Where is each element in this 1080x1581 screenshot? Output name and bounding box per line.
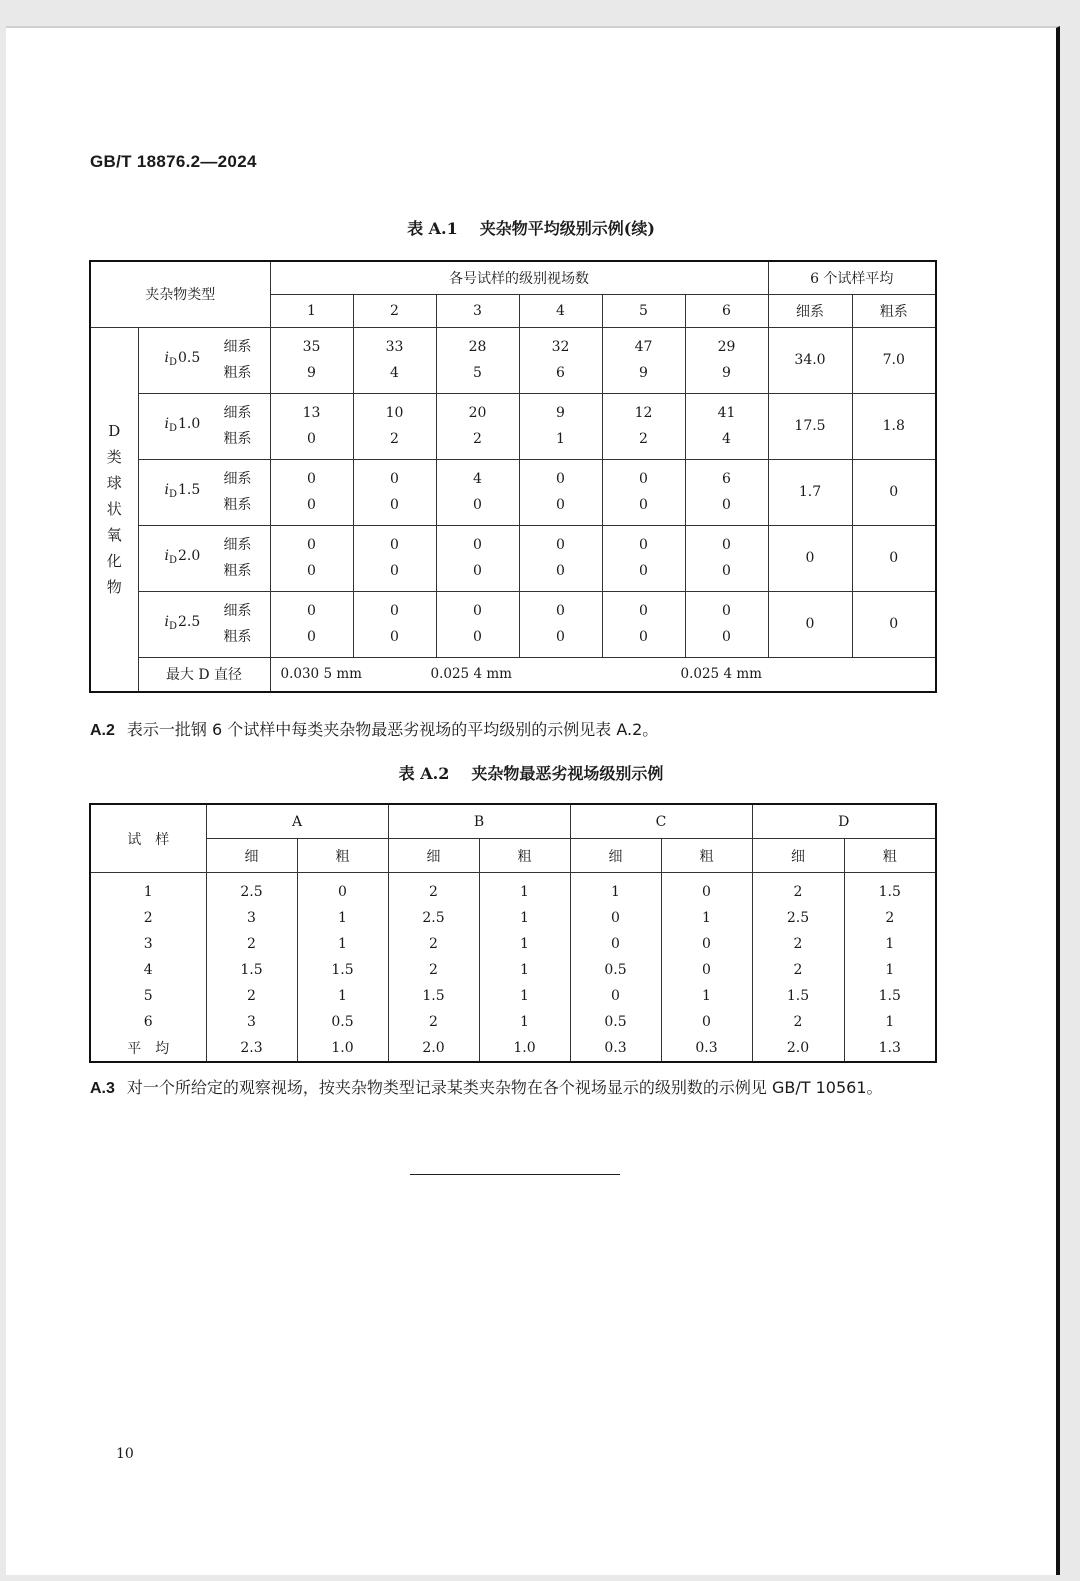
sample-value-cell	[270, 591, 353, 657]
sample-value-cell	[519, 525, 602, 591]
coarse-value: 5	[473, 365, 482, 381]
fine-value: 13	[302, 405, 321, 421]
table-a1	[89, 260, 937, 693]
grade-value: 3	[206, 905, 297, 931]
coarse-value: 0	[473, 629, 482, 645]
grade-value: 0.3	[570, 1035, 661, 1062]
grade-value: 1	[479, 931, 570, 957]
fine-value: 0	[390, 537, 399, 553]
grade-value: 1	[844, 957, 936, 983]
sample-value-cell	[436, 393, 519, 459]
avg-coarse-value: 0	[852, 525, 936, 591]
grade-value: 2	[752, 957, 844, 983]
fine-value: 47	[634, 339, 653, 355]
sample-value-cell	[436, 327, 519, 393]
fine-value: 41	[717, 405, 736, 421]
coarse-value: 9	[307, 365, 316, 381]
fine-value: 32	[551, 339, 570, 355]
sub-header-coarse: 粗	[661, 839, 752, 873]
sample-value-cell	[353, 459, 436, 525]
max-diameter-label: 最大 D 直径	[138, 657, 270, 692]
grade-value: 1	[844, 931, 936, 957]
sample-value-cell	[602, 327, 685, 393]
index-label	[165, 345, 201, 376]
max-diameter-value: 0.025 4 mm	[430, 666, 512, 682]
index-subscript-d: D	[168, 422, 178, 434]
sample-value-cell	[353, 525, 436, 591]
fine-coarse-labels	[224, 466, 252, 518]
grade-value: 0	[661, 931, 752, 957]
fine-value: 9	[556, 405, 565, 421]
coarse-label: 粗系	[223, 629, 252, 645]
fine-value: 10	[385, 405, 404, 421]
grade-value: 0	[570, 931, 661, 957]
max-diameter-values	[270, 657, 936, 692]
coarse-value: 2	[473, 431, 482, 447]
fine-label: 细系	[223, 603, 252, 619]
grade-value: 0.5	[570, 1009, 661, 1035]
sample-col-header: 3	[436, 294, 519, 327]
grade-value: 2	[388, 873, 479, 906]
coarse-value: 9	[722, 365, 731, 381]
sub-header-coarse: 粗	[844, 839, 936, 873]
grade-value: 0	[661, 1009, 752, 1035]
sample-value-cell	[685, 591, 768, 657]
grade-value: 1.0	[297, 1035, 388, 1062]
index-value: 2.0	[178, 547, 201, 564]
category-char: D	[108, 422, 121, 440]
category-char: 化	[106, 552, 122, 570]
grade-value: 1	[479, 873, 570, 906]
fine-value: 0	[722, 537, 731, 553]
fine-value: 0	[307, 471, 316, 487]
index-symbol-i: i	[164, 349, 169, 366]
sample-value-cell	[436, 525, 519, 591]
sample-value-cell	[602, 525, 685, 591]
fine-coarse-labels	[224, 400, 252, 452]
index-label	[165, 609, 201, 640]
sub-header-coarse: 粗	[297, 839, 388, 873]
coarse-value: 0	[307, 563, 316, 579]
grade-value: 2	[844, 905, 936, 931]
group-header-b: B	[388, 804, 570, 839]
fine-value: 0	[639, 537, 648, 553]
coarse-value: 0	[639, 563, 648, 579]
grade-value: 2	[388, 1009, 479, 1035]
grade-value: 2.5	[206, 873, 297, 906]
coarse-value: 9	[639, 365, 648, 381]
table-a1-caption-title: 夹杂物平均级别示例(续)	[479, 219, 655, 238]
table-a2	[89, 803, 937, 1063]
inclusion-index-cell	[138, 327, 270, 393]
grade-value: 2	[206, 931, 297, 957]
coarse-value: 2	[390, 431, 399, 447]
index-subscript-d: D	[168, 488, 178, 500]
paragraph-a2-number: A.2	[90, 722, 115, 739]
grade-value: 1	[479, 905, 570, 931]
fine-value: 0	[307, 537, 316, 553]
grade-value: 0	[570, 983, 661, 1009]
group-header-c: C	[570, 804, 752, 839]
grade-value: 0	[661, 873, 752, 906]
grade-value: 1	[661, 905, 752, 931]
max-diameter-value: 0.025 4 mm	[680, 666, 762, 682]
grade-value: 2	[752, 1009, 844, 1035]
grade-value: 0.5	[570, 957, 661, 983]
fine-value: 0	[556, 471, 565, 487]
category-char: 状	[106, 500, 122, 518]
sample-label: 6	[90, 1009, 206, 1035]
standard-number: GB/T 18876.2—2024	[90, 152, 257, 171]
index-subscript-d: D	[168, 620, 178, 632]
category-d-spherical-oxide	[90, 327, 138, 692]
inclusion-index-cell	[138, 525, 270, 591]
grade-value: 0.3	[661, 1035, 752, 1062]
fine-value: 20	[468, 405, 487, 421]
coarse-value: 0	[722, 497, 731, 513]
coarse-value: 0	[307, 629, 316, 645]
sample-value-cell	[519, 393, 602, 459]
fine-value: 0	[722, 603, 731, 619]
fine-coarse-labels	[224, 532, 252, 584]
coarse-value: 2	[639, 431, 648, 447]
avg-fine-value: 1.7	[768, 459, 852, 525]
coarse-value: 0	[556, 629, 565, 645]
fine-value: 4	[473, 471, 482, 487]
page-number: 10	[116, 1446, 134, 1462]
grade-value: 0	[570, 905, 661, 931]
sample-value-cell	[685, 327, 768, 393]
grade-value: 1.5	[752, 983, 844, 1009]
coarse-label: 粗系	[223, 563, 252, 579]
max-diameter-row	[90, 657, 936, 692]
sub-header-fine: 细	[570, 839, 661, 873]
sample-value-cell	[519, 327, 602, 393]
index-value: 0.5	[178, 349, 201, 366]
grade-value: 2.0	[752, 1035, 844, 1062]
sample-label: 3	[90, 931, 206, 957]
coarse-value: 0	[556, 563, 565, 579]
grade-value: 2.3	[206, 1035, 297, 1062]
index-label	[165, 411, 201, 442]
end-rule	[410, 1174, 620, 1175]
sample-label: 5	[90, 983, 206, 1009]
index-symbol-i: i	[164, 547, 169, 564]
fine-label: 细系	[223, 537, 252, 553]
document-page	[6, 26, 1060, 1575]
grade-value: 1.5	[297, 957, 388, 983]
fine-value: 29	[717, 339, 736, 355]
table-a2-caption-title: 夹杂物最恶劣视场级别示例	[471, 764, 664, 783]
grade-value: 0	[661, 957, 752, 983]
fine-coarse-labels	[224, 334, 252, 386]
grade-value: 0	[297, 873, 388, 906]
table-a1-caption	[6, 216, 1056, 239]
table-a2-row	[90, 983, 936, 1009]
fine-value: 0	[639, 471, 648, 487]
grade-value: 1	[570, 873, 661, 906]
sample-value-cell	[519, 591, 602, 657]
table-a1-row	[90, 393, 936, 459]
sample-label: 4	[90, 957, 206, 983]
paragraph-a3-number: A.3	[90, 1080, 115, 1097]
sample-value-cell	[436, 591, 519, 657]
table-a2-row	[90, 931, 936, 957]
fine-label: 细系	[223, 339, 252, 355]
grade-value: 2.0	[388, 1035, 479, 1062]
table-a1-row	[90, 525, 936, 591]
coarse-value: 0	[722, 563, 731, 579]
sub-header-fine: 细	[206, 839, 297, 873]
sample-value-cell	[685, 393, 768, 459]
col-sample: 试 样	[90, 804, 206, 873]
fine-value: 6	[722, 471, 731, 487]
sub-header-fine: 细	[388, 839, 479, 873]
fine-value: 0	[473, 603, 482, 619]
index-value: 1.0	[178, 415, 201, 432]
sample-col-header: 2	[353, 294, 436, 327]
table-a2-row	[90, 873, 936, 906]
grade-value: 1	[297, 931, 388, 957]
grade-value: 2	[388, 931, 479, 957]
table-a2-row	[90, 1009, 936, 1035]
index-symbol-i: i	[164, 481, 169, 498]
grade-value: 3	[206, 1009, 297, 1035]
grade-value: 1.5	[844, 873, 936, 906]
coarse-value: 0	[722, 629, 731, 645]
avg-fine-value: 0	[768, 591, 852, 657]
fine-value: 33	[385, 339, 404, 355]
paragraph-a3-text: 对一个所给定的观察视场，按夹杂物类型记录某类夹杂物在各个视场显示的级别数的示例见 GB/T 10561。	[126, 1078, 883, 1097]
avg-coarse-value: 1.8	[852, 393, 936, 459]
grade-value: 2.5	[752, 905, 844, 931]
grade-value: 0.5	[297, 1009, 388, 1035]
sample-value-cell	[270, 525, 353, 591]
coarse-value: 0	[639, 629, 648, 645]
avg-fine-value: 17.5	[768, 393, 852, 459]
grade-value: 2	[752, 931, 844, 957]
sample-value-cell	[353, 591, 436, 657]
sub-header-fine: 细	[752, 839, 844, 873]
grade-value: 1	[479, 1009, 570, 1035]
avg-fine-value: 34.0	[768, 327, 852, 393]
fine-value: 0	[639, 603, 648, 619]
index-subscript-d: D	[168, 356, 178, 368]
coarse-label: 粗系	[223, 365, 252, 381]
avg-col-header: 细系	[768, 294, 852, 327]
sample-value-cell	[270, 459, 353, 525]
sample-value-cell	[353, 327, 436, 393]
fine-value: 0	[556, 537, 565, 553]
sample-value-cell	[519, 459, 602, 525]
sample-value-cell	[270, 393, 353, 459]
grade-value: 1	[479, 983, 570, 1009]
fine-label: 细系	[223, 405, 252, 421]
category-char: 类	[106, 448, 122, 466]
max-diameter-value: 0.030 5 mm	[280, 666, 362, 682]
fine-value: 35	[302, 339, 321, 355]
col-inclusion-type: 夹杂物类型	[90, 261, 270, 327]
fine-value: 0	[556, 603, 565, 619]
category-char: 球	[106, 474, 122, 492]
avg-coarse-value: 0	[852, 459, 936, 525]
coarse-value: 0	[639, 497, 648, 513]
table-a1-caption-number: 表 A.1	[407, 219, 458, 238]
coarse-value: 4	[722, 431, 731, 447]
category-char: 物	[106, 578, 122, 596]
paragraph-a2	[90, 716, 940, 745]
avg-col-header: 粗系	[852, 294, 936, 327]
index-value: 1.5	[178, 481, 201, 498]
coarse-value: 0	[390, 497, 399, 513]
sample-value-cell	[602, 591, 685, 657]
coarse-label: 粗系	[223, 431, 252, 447]
index-symbol-i: i	[164, 415, 169, 432]
table-a2-row	[90, 957, 936, 983]
coarse-value: 4	[390, 365, 399, 381]
grade-value: 1	[297, 905, 388, 931]
grade-value: 1.5	[388, 983, 479, 1009]
table-a2-row	[90, 1035, 936, 1062]
grade-value: 1	[844, 1009, 936, 1035]
index-value: 2.5	[178, 613, 201, 630]
sample-value-cell	[685, 459, 768, 525]
sample-col-header: 1	[270, 294, 353, 327]
fine-value: 0	[307, 603, 316, 619]
sample-value-cell	[353, 393, 436, 459]
coarse-value: 0	[307, 431, 316, 447]
col-group-samples: 各号试样的级别视场数	[270, 261, 768, 294]
sample-col-header: 6	[685, 294, 768, 327]
sub-header-coarse: 粗	[479, 839, 570, 873]
grade-value: 2	[388, 957, 479, 983]
sample-label: 1	[90, 873, 206, 906]
sample-value-cell	[270, 327, 353, 393]
fine-value: 28	[468, 339, 487, 355]
table-a1-row	[90, 591, 936, 657]
table-a1-row	[90, 327, 936, 393]
sample-label: 平 均	[90, 1035, 206, 1062]
sample-value-cell	[436, 459, 519, 525]
sample-value-cell	[602, 393, 685, 459]
paragraph-a3	[90, 1074, 940, 1103]
coarse-value: 0	[473, 563, 482, 579]
coarse-value: 0	[390, 629, 399, 645]
table-a2-row	[90, 905, 936, 931]
sample-value-cell	[602, 459, 685, 525]
grade-value: 1.0	[479, 1035, 570, 1062]
table-a2-caption-number: 表 A.2	[398, 764, 450, 783]
fine-value: 0	[390, 603, 399, 619]
grade-value: 1	[479, 957, 570, 983]
paragraph-a2-text: 表示一批钢 6 个试样中每类夹杂物最恶劣视场的平均级别的示例见表 A.2。	[126, 720, 659, 739]
inclusion-index-cell	[138, 393, 270, 459]
grade-value: 1	[661, 983, 752, 1009]
fine-value: 12	[634, 405, 653, 421]
grade-value: 1.5	[844, 983, 936, 1009]
coarse-value: 6	[556, 365, 565, 381]
sample-col-header: 5	[602, 294, 685, 327]
grade-value: 1	[297, 983, 388, 1009]
fine-coarse-labels	[224, 598, 252, 650]
category-char: 氧	[106, 526, 122, 544]
avg-coarse-value: 7.0	[852, 327, 936, 393]
index-symbol-i: i	[164, 613, 169, 630]
sample-value-cell	[685, 525, 768, 591]
avg-coarse-value: 0	[852, 591, 936, 657]
coarse-value: 1	[556, 431, 565, 447]
table-a2-caption	[6, 761, 1056, 784]
index-label	[165, 543, 201, 574]
grade-value: 2.5	[388, 905, 479, 931]
coarse-value: 0	[307, 497, 316, 513]
grade-value: 1.3	[844, 1035, 936, 1062]
index-subscript-d: D	[168, 554, 178, 566]
coarse-label: 粗系	[223, 497, 252, 513]
group-header-a: A	[206, 804, 388, 839]
coarse-value: 0	[473, 497, 482, 513]
fine-value: 0	[390, 471, 399, 487]
sample-col-header: 4	[519, 294, 602, 327]
avg-fine-value: 0	[768, 525, 852, 591]
grade-value: 2	[206, 983, 297, 1009]
col-group-average: 6 个试样平均	[768, 261, 936, 294]
group-header-d: D	[752, 804, 936, 839]
fine-value: 0	[473, 537, 482, 553]
table-a1-row	[90, 459, 936, 525]
index-label	[165, 477, 201, 508]
fine-label: 细系	[223, 471, 252, 487]
coarse-value: 0	[390, 563, 399, 579]
coarse-value: 0	[556, 497, 565, 513]
sample-label: 2	[90, 905, 206, 931]
grade-value: 2	[752, 873, 844, 906]
inclusion-index-cell	[138, 591, 270, 657]
inclusion-index-cell	[138, 459, 270, 525]
grade-value: 1.5	[206, 957, 297, 983]
